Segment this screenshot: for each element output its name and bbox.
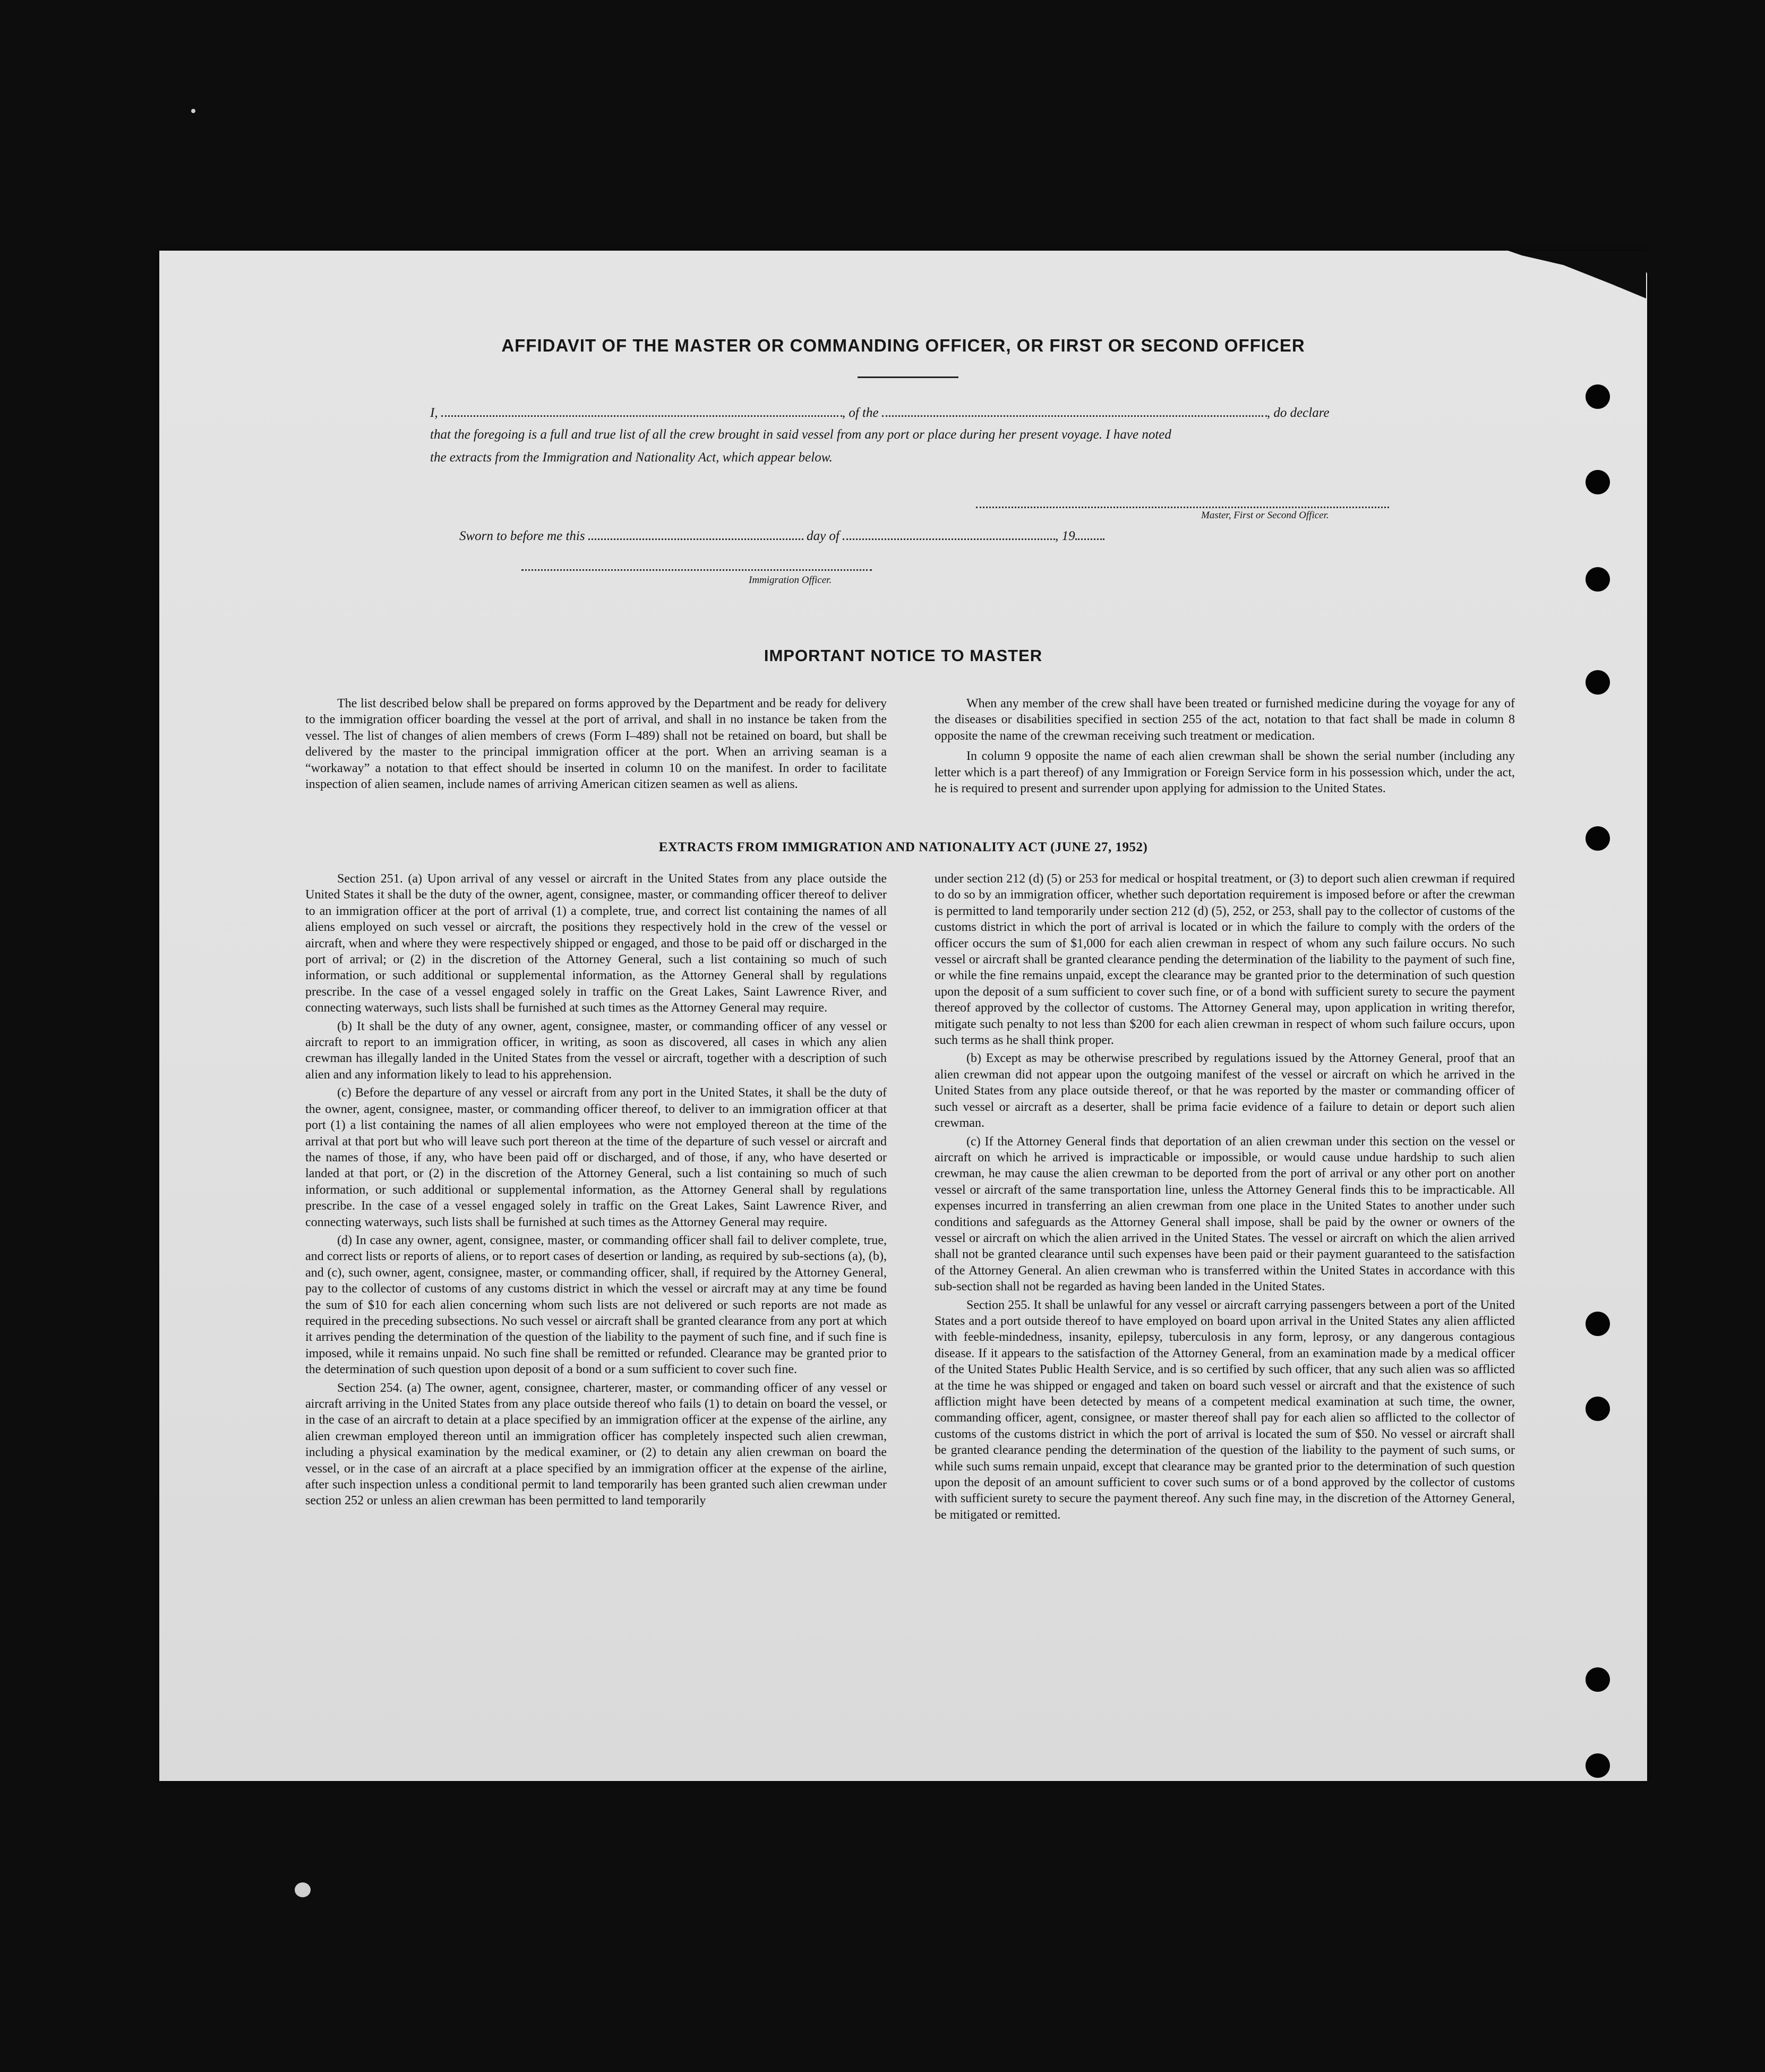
extract-paragraph: under section 212 (d) (5) or 253 for medical or hospital treatment, or (3) to deport such alien crewman if required to do so by an immigration officer, whether such deportation requirement is imposed before or after the crewman is permitted to land temporarily under section 212 (d) (5), 252, or 253, shall pay to the collector of customs of the customs district in which the port of arrival is located or in which the failure to comply with the orders of the officer occurs the sum of $1,000 for each alien crewman in respect of whom any such failure occurs. No such vessel or aircraft shall be granted clearance pending the determination of the liability to the payment of such fine, or while the fine remains unpaid, except the clearance may be granted prior to the determination of such question upon the deposit of a sum sufficient to cover such fine, or of a bond with sufficient surety to secure the payment thereof approved by the collector of customs. The Attorney General may, upon application in writing therefor, mitigate such penalty to not less than $200 for each alien crewman in respect of whom such failure occurs, upon such terms as he shall think proper. — [935, 872, 1515, 1048]
master-signature-line[interactable] — [976, 496, 1389, 511]
punch-hole — [1586, 1667, 1610, 1692]
day-of-label: day of — [807, 529, 839, 543]
extract-paragraph: (c) If the Attorney General finds that deportation of an alien crewman under this section on the vessel or aircraft on which he arrived is impracticable or impossible, or would cause undue hardship to such alien crewman, he may cause the alien crewman to be deported from the port of arrival or any other port on another vessel or aircraft of the same transportation line, unless the Attorney General finds this to be impracticable. All expenses incurred in transferring an alien crewman from one place in the United States to another under such conditions and safeguards as the Attorney General shall impose, shall be paid by the owner or owners of the vessel or aircraft on which the alien arrived in the United States. The vessel or aircraft on which the alien arrived shall not be granted clearance until such expenses have been paid or their payment guaranteed to the satisfaction of the Attorney General. An alien crewman who is transferred within the United States in accordance with this sub-section shall not be regarded as having been landed in the United States. — [935, 1134, 1515, 1294]
torn-corner-edge — [1634, 251, 1687, 346]
master-caption: Master, First or Second Officer. — [1201, 510, 1329, 521]
notice-paragraph: When any member of the crew shall have been treated or furnished medicine during the voyage for any of the diseases or disabilities specified in section 255 of the act, notation to that fact shall be made in column 8 opposite the name of the crewman receiving such treatment or medication. — [935, 697, 1515, 743]
punch-hole — [1586, 384, 1610, 409]
extracts-title: EXTRACTS FROM IMMIGRATION AND NATIONALITY ACT (JUNE 27, 1952) — [658, 840, 1148, 854]
declaration-line — [430, 405, 1330, 421]
affidavit-statement-1: that the foregoing is a full and true list of all the crew brought in said vessel from any port or place during her present voyage. I have noted — [430, 427, 1171, 442]
sworn-year-field[interactable] — [1075, 528, 1104, 540]
punch-hole — [1586, 1753, 1610, 1778]
notice-title: IMPORTANT NOTICE TO MASTER — [764, 646, 1043, 665]
declarant-label: I, — [430, 406, 438, 420]
sworn-line — [459, 528, 1104, 544]
affidavit-statement-2: the extracts from the Immigration and Nationality Act, which appear below. — [430, 450, 833, 465]
officer-caption: Immigration Officer. — [749, 575, 832, 586]
extract-paragraph: (b) It shall be the duty of any owner, agent, consignee, master, or commanding officer of any vessel or aircraft to report to an immigration officer, in writing, as soon as discovered, all cases in which any alien crewman has illegally landed in the United States from the vessel or aircraft, together with a description of such alien and any information likely to lead to his apprehension. — [305, 1019, 887, 1082]
punch-hole — [1586, 1397, 1610, 1421]
punch-hole — [1586, 826, 1610, 851]
officer-signature-line[interactable] — [521, 559, 872, 573]
extract-paragraph: Section 255. It shall be unlawful for any vessel or aircraft carrying passengers between a port of the United States and a port outside thereof to have employed on board upon arrival in the United States any alien afflicted with feeble-mindedness, insanity, epilepsy, tuberculosis in any form, leprosy, or any dangerous contagious disease. If it appears to the satisfaction of the Attorney General, from an examination made by a medical officer of the United States Public Health Service, and is so certified by such officer, that any such alien was so afflicted at the time he was shipped or engaged and taken on board such vessel or aircraft and that the existence of such affliction might have been detected by means of a competent medical examination at such time, the owner, commanding officer, agent, consignee, or master thereof shall pay for each alien so afflicted to the collector of customs of the customs district in which the port of arrival is located the sum of $50. No vessel or aircraft shall be granted clearance pending the determination of the question of the liability to the payment of such sums, or while such sums remain unpaid, except that clearance may be granted prior to the determination of such question upon the deposit of an amount sufficient to cover such sums or of a bond approved by the collector of customs with sufficient surety to secure the payment thereof. Any such fine may, in the discretion of the Attorney General, be mitigated or remitted. — [935, 1298, 1515, 1522]
extract-paragraph: Section 251. (a) Upon arrival of any vessel or aircraft in the United States from any place outside the United States it shall be the duty of the owner, agent, consignee, master, or commanding officer thereof to deliver to an immigration officer at the port of arrival (1) a complete, true, and correct list containing the names of all aliens employed on such vessel or aircraft, the positions they respectively hold in the crew of the vessel or aircraft, when and where they were respectively shipped or engaged, and those to be paid off or discharged in the port of arrival; or (2) in the discretion of the Attorney General, such a list containing so much of such information, or such additional or supplemental information, as the Attorney General shall by regulations prescribe. In the case of a vessel engaged solely in traffic on the Great Lakes, Saint Lawrence River, and connecting waterways, such lists shall be furnished at such times as the Attorney General may require. — [305, 872, 887, 1015]
punch-hole — [1586, 470, 1610, 494]
extract-paragraph: (b) Except as may be otherwise prescribed by regulations issued by the Attorney General, proof that an alien crewman did not appear upon the outgoing manifest of the vessel or aircraft on which he arrived in the United States from any place outside thereof, or that he was reported by the master or commanding officer of such vessel or aircraft as a deserter, shall be prima facie evidence of a failure to detain or deport such alien crewman. — [935, 1051, 1515, 1131]
extract-paragraph: (d) In case any owner, agent, consignee, master, or commanding officer shall fail to deliver complete, true, and correct lists or reports of aliens, or to report cases of desertion or landing, as required by sub-sections (a), (b), and (c), such owner, agent, consignee, master, or commanding officer, shall, if required by the Attorney General, pay to the collector of customs of any customs district in which the vessel or aircraft may at any time be found the sum of $10 for each alien concerning whom such lists are not delivered or such reports are not made as required in the preceding subsections. No such vessel or aircraft shall be granted clearance from any port at which it arrives pending the determination of the question of the liability to the payment of such fine, and if such fine is imposed, while it remains unpaid. No such fine shall be remitted or refunded. Clearance may be granted prior to the determination of such question upon deposit of a bond or a sum sufficient to cover such fine. — [305, 1233, 887, 1377]
extracts-left-column — [305, 871, 887, 1509]
sworn-day-field[interactable] — [588, 528, 803, 540]
declare-label: , do declare — [1266, 406, 1330, 420]
notice-left-column — [305, 696, 887, 792]
punch-hole — [1586, 1312, 1610, 1336]
punch-hole — [1586, 670, 1610, 695]
film-speck — [191, 109, 195, 113]
year-label: , 19 — [1055, 529, 1075, 543]
notice-paragraph: The list described below shall be prepared on forms approved by the Department and be ready for delivery to the immigration officer boarding the vessel at the port of arrival, and shall in no instance be taken from the vessel. The list of changes of alien members of crews (Form I–489) shall not be retained on board, but shall be delivered by the master to the principal immigration officer at the port. When an arriving seaman is a “workaway” a notation to that effect should be inserted in column 10 on the manifest. In order to facilitate inspection of alien seamen, include names of arriving American citizen seamen as well as aliens. — [305, 697, 887, 792]
notice-paragraph: In column 9 opposite the name of each alien crewman shall be shown the serial number (including any letter which is a part thereof) of any Immigration or Foreign Service form in his possession which, under the act, he is required to present and surrender upon applying for admission to the United States. — [935, 749, 1515, 796]
sworn-month-field[interactable] — [843, 528, 1055, 540]
affidavit-title: AFFIDAVIT OF THE MASTER OR COMMANDING OFFICER, OR FIRST OR SECOND OFFICER — [501, 336, 1305, 355]
extracts-right-column — [935, 871, 1515, 1523]
vessel-label: , of the — [842, 406, 879, 420]
notice-right-column — [935, 696, 1515, 797]
vessel-name-field[interactable] — [882, 405, 1267, 417]
film-speck — [295, 1882, 311, 1897]
title-rule — [858, 376, 958, 378]
document-page — [159, 251, 1647, 1781]
punch-hole — [1586, 567, 1610, 592]
sworn-label: Sworn to before me this — [459, 529, 585, 543]
declarant-name-field[interactable] — [441, 405, 842, 417]
extract-paragraph: (c) Before the departure of any vessel or aircraft from any port in the United States, it shall be the duty of the owner, agent, consignee, master, or commanding officer thereof, to deliver to an immigration officer at that port (1) a list containing the names of all alien employees who were not employed thereon at the time of the arrival at that port but who will leave such port thereon at the time of the departure of such vessel or aircraft and the names of those, if any, who have been paid off or discharged, and of those, if any, who have deserted or landed at that port, or (2) in the discretion of the Attorney General, such a list containing so much of such information, or such additional or supplemental information, as the Attorney General shall by regulations prescribe. In the case of a vessel engaged solely in traffic on the Great Lakes, Saint Lawrence River, and connecting waterways, such lists shall be furnished at such times as the Attorney General may require. — [305, 1086, 887, 1229]
extract-paragraph: Section 254. (a) The owner, agent, consignee, charterer, master, or commanding officer of any vessel or aircraft arriving in the United States from any place outside thereof who fails (1) to detain on board the vessel, or in the case of an aircraft to detain at a place specified by an immigration officer at the expense of the airline, any alien crewman employed thereon until an immigration officer has completely inspected such alien crewman, including a physical examination by the medical examiner, or (2) to detain any alien crewman on board the vessel, or in the case of an aircraft at a place specified by an immigration officer at the expense of the airline, after such inspection unless a conditional permit to land temporarily has been granted such alien crewman under section 252 or unless an alien crewman has been permitted to land temporarily — [305, 1381, 887, 1508]
